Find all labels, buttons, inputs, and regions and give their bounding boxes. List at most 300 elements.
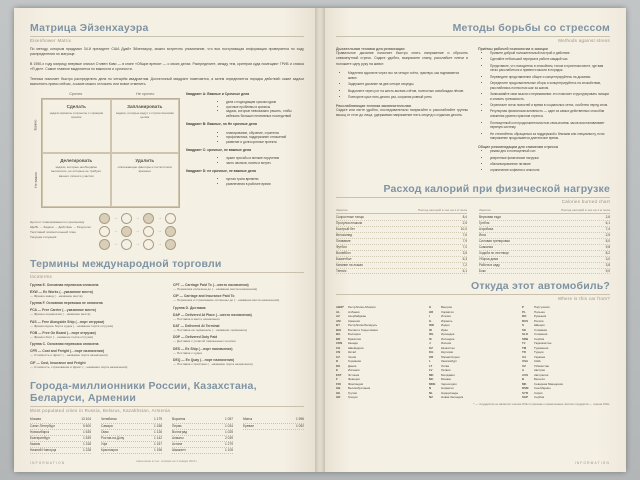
country-code: HR: [429, 309, 434, 314]
city-name: Нижний Новгород: [30, 448, 57, 453]
divider: [30, 272, 304, 273]
country-code: CDN: [336, 341, 343, 346]
list-item: • режим дня и полноценный сон: [490, 149, 610, 154]
country-code: SYR: [522, 390, 528, 395]
table-row: [479, 269, 610, 275]
divider: [30, 36, 304, 37]
list-item: • задачи, которые невозможно решить, чтобы избежать больших негативных последствий: [226, 109, 304, 119]
section-title-eisenhower: Матрица Эйзенхауэра: [30, 22, 149, 34]
cities-column: [101, 417, 162, 454]
country-name: Хорватия: [441, 309, 454, 314]
city-name: Екатеринбург: [30, 435, 51, 440]
note-d-list: [186, 177, 304, 187]
calories-rows-right: [479, 215, 610, 275]
city-name: Пермь: [172, 423, 182, 428]
matrix-quadrant-delegate: [42, 153, 111, 207]
country-code: D: [336, 359, 339, 364]
country-code: E: [336, 368, 338, 373]
country-name: Австралия: [534, 372, 549, 377]
country-name: Бельгия: [534, 377, 545, 382]
table-row: [30, 448, 91, 454]
country-name: Ирландия: [441, 332, 455, 337]
table-row: [336, 269, 467, 275]
country-name: Южная Корея: [441, 354, 460, 359]
calories-header-left: [336, 208, 467, 214]
city-population: 1 157: [154, 441, 162, 446]
country-code: GB: [336, 386, 341, 391]
flow-legend: [30, 220, 91, 240]
country-code: PL: [522, 309, 526, 314]
city-population: 1 057: [225, 417, 233, 422]
country-name: Израиль: [441, 318, 453, 323]
calories-column-left: [336, 208, 467, 275]
matrix-row-not-important: [30, 153, 41, 208]
matrix-grid: [41, 98, 180, 208]
incoterm-desc: — Стоимость и фрахт (…название порта назначения): [30, 353, 108, 358]
country-name: Китай: [348, 350, 356, 355]
city-name: Казань: [30, 441, 41, 446]
flow-row-3: [99, 239, 176, 250]
country-code: TJ: [522, 341, 526, 346]
list-item: • планирование, обучение, стратегия: [226, 131, 304, 136]
country-code: RSM: [522, 386, 529, 391]
calories-column-right: [479, 208, 610, 275]
city-name: Москва: [30, 417, 41, 422]
country-name: Грузия: [348, 390, 357, 395]
cities-column: [172, 417, 233, 454]
country-code: J: [429, 341, 431, 346]
city-name: Алматы: [172, 435, 184, 440]
country-name: Япония: [441, 341, 452, 346]
activity-name: Плавание: [336, 238, 351, 243]
divider: [30, 406, 304, 407]
arrow-right-icon: →: [112, 228, 118, 235]
incoterm-item: [30, 349, 161, 357]
matrix-row-not-important-label: Не важно: [33, 172, 38, 188]
country-code: GR: [336, 395, 341, 400]
flow-legend-3: Текущая ситуация: [30, 234, 57, 239]
car-codes-column: [522, 305, 610, 400]
activity-name: Бокс: [479, 268, 486, 273]
incoterm-item: [173, 283, 304, 291]
stress-general-list: [490, 149, 610, 173]
country-name: Россия: [534, 318, 544, 323]
car-codes-column: [429, 305, 517, 400]
country-code: IR: [429, 327, 432, 332]
section-subtitle-cities: Most populated cities in Russia, Belarus, Kazakhstan, Armenia: [30, 408, 171, 414]
country-name: Республика Абхазия: [348, 305, 376, 310]
country-name: Чехия: [348, 354, 357, 359]
incoterm-item: [173, 306, 304, 310]
country-code: KR: [429, 354, 434, 359]
incoterm-item: [173, 358, 304, 366]
incoterm-item: [173, 335, 304, 343]
quadrant-delegate-title: Делегировать: [60, 157, 93, 163]
incoterm-item: [30, 308, 161, 316]
calories-col-value: Расход калорий в час на 1 кг веса: [418, 207, 467, 212]
cities-column: [243, 417, 304, 454]
incoterms-list: [30, 283, 304, 373]
divider: [336, 294, 610, 295]
activity-name: Баскетбол: [336, 256, 352, 261]
cities-table: [30, 417, 304, 454]
city-population: 1 034: [225, 423, 233, 428]
city-name: Красноярск: [101, 448, 119, 453]
country-name: Германия: [348, 359, 361, 364]
city-population: 1 179: [154, 417, 162, 422]
incoterm-code: FAS — Free Alongside Ship (…порт отгрузки): [30, 319, 105, 324]
country-name: Армения: [348, 318, 360, 323]
country-code: L: [429, 359, 431, 364]
country-name: Украина: [534, 354, 546, 359]
activity-calories: 2,5: [462, 220, 467, 225]
cities-column: [30, 417, 91, 454]
calories-rows-left: [336, 215, 467, 275]
city-name: Челябинск: [101, 417, 117, 422]
country-name: Эстония: [348, 372, 360, 377]
country-name: Турция: [534, 350, 544, 355]
section-title-stress: Методы борьбы со стрессом: [452, 22, 610, 34]
country-name: США: [534, 359, 541, 364]
flow-legend-1: ЦЕЛЬ → Задача → Действие → Результат: [30, 225, 91, 230]
city-name: Новосибирск: [30, 429, 50, 434]
arrow-right-icon: →: [156, 241, 162, 248]
country-code: F: [336, 377, 338, 382]
incoterm-code: FCA — Free Carrier (…указанное место): [30, 308, 96, 313]
activity-calories: 2,6: [605, 214, 610, 219]
country-name: Болгария: [348, 332, 361, 337]
country-name: Исландия: [441, 336, 455, 341]
country-name: Иран: [441, 327, 448, 332]
incoterm-desc: — Поставка в месте назначения: [173, 316, 220, 321]
country-name: Латвия: [441, 368, 451, 373]
list-item: • Повторите цикл пять-десять раз, сохраняя ровный ритм.: [348, 95, 468, 100]
note-b-title: Квадрант B: Важные, но Не срочные дела: [186, 122, 257, 127]
country-code: NL: [429, 390, 433, 395]
flow-legend-2: Текстовый пояснительный план: [30, 230, 76, 235]
country-code: RUS: [522, 318, 529, 323]
country-code: MD: [429, 372, 434, 377]
flow-node-icon: [165, 239, 176, 250]
country-name: Венгрия: [441, 305, 452, 310]
list-item: • Записывайте свои мысли и переживания: это помогает структурировать эмоции и снизить тревожность.: [490, 92, 610, 102]
flow-node-icon: [165, 213, 176, 224]
country-code: BR: [336, 336, 341, 341]
country-code: NZ: [429, 395, 433, 400]
flow-node-icon: [99, 226, 110, 237]
country-code: MNE: [429, 381, 436, 386]
incoterm-code: CIF — Cost, Insurance and Freight: [30, 360, 86, 365]
incoterm-desc: — Франко-борт (…название порта отгрузки): [30, 334, 94, 339]
incoterm-code: DES — Ex Ship (…порт назначения): [173, 346, 233, 351]
activity-calories: 5,0: [605, 238, 610, 243]
country-name: Сирия: [534, 390, 543, 395]
incoterm-desc: — Перевозка оплачена до (…название места назначения): [173, 286, 258, 291]
incoterm-code: CPT — Carriage Paid To (…место назначения): [173, 282, 249, 287]
city-population: 1 105: [225, 448, 233, 453]
country-code: DK: [336, 363, 341, 368]
incoterm-item: [30, 283, 161, 287]
stress-column-left: [336, 47, 468, 177]
list-item: • профилактика, поддержание отношений: [226, 135, 304, 140]
country-name: Люксембург: [441, 359, 458, 364]
incoterm-item: [30, 342, 161, 346]
list-item: • чужие просьбы и мелкие поручения: [226, 156, 304, 161]
country-code: FIN: [336, 381, 341, 386]
country-code: IND: [429, 323, 434, 328]
country-name: Сан-Марино: [534, 386, 551, 391]
country-name: Сербия: [534, 336, 545, 341]
car-codes-table: [336, 305, 610, 400]
list-item: • Выдохните через рот на шесть-восемь счётов, полностью освобождая лёгкие.: [348, 89, 468, 94]
list-item: • развитие и долгосрочные проекты: [226, 140, 304, 145]
incoterm-desc: — Стоимость, страхование и фрахт (…название порта назначения): [30, 364, 128, 369]
country-name: Норвегия: [441, 386, 454, 391]
country-name: Туркмения: [534, 345, 549, 350]
flow-title: Цели от планированного к реальному: [30, 220, 85, 225]
activity-name: Скоростные танцы: [336, 214, 364, 219]
country-code: H: [429, 305, 432, 310]
matrix-row-headers: [30, 98, 41, 208]
country-code: I: [429, 314, 430, 319]
left-page-footer: INFORMATION: [30, 461, 66, 465]
city-population: 1 126: [154, 429, 162, 434]
country-name: Босния и Герцеговина: [348, 327, 378, 332]
activity-name: Волейбол: [336, 250, 351, 255]
country-name: Монако: [441, 377, 452, 382]
incoterm-code: DEQ — Ex Quay (…порт назначения): [173, 358, 235, 363]
city-population: 1 196: [154, 448, 162, 453]
country-name: Сербия: [534, 395, 545, 400]
list-item: • Не стесняйтесь обращаться за поддержкой к близким или специалисту, если напряжение продолжается длительное время.: [490, 132, 610, 142]
calories-col-value: Расход калорий в час на 1 кг веса: [561, 207, 610, 212]
matrix-col-urgent: Срочно: [69, 91, 83, 96]
incoterm-desc: — Франко-перевозчик (…название места): [30, 312, 91, 317]
calories-col-activity: Занятие: [479, 207, 491, 212]
activity-name: Работа в саду: [479, 262, 500, 267]
activity-calories: 9,0: [605, 268, 610, 273]
country-name: Нидерланды: [441, 390, 459, 395]
section-title-cities: Города-миллионники России, Казахстана, Беларуси, Армении: [30, 380, 257, 405]
country-name: Швеция: [534, 323, 545, 328]
list-item: • сбалансированное питание: [490, 162, 610, 167]
list-item: • Переведите представление общее и концентрируйтесь на дыхании.: [490, 75, 610, 80]
city-name: Санкт-Петербург: [30, 423, 55, 428]
list-item: • Сделайте небольшой перерыв в работе каждый час.: [490, 57, 610, 62]
incoterm-item: [173, 294, 304, 302]
country-code: N: [429, 386, 432, 391]
incoterm-item: [30, 361, 161, 369]
country-code: BG: [336, 332, 341, 337]
calories-col-activity: Занятие: [336, 207, 348, 212]
country-name: Италия: [441, 314, 451, 319]
incoterm-item: [30, 301, 161, 305]
arrow-right-icon: →: [134, 241, 140, 248]
incoterm-item: [30, 290, 161, 298]
list-item: • развлечения в рабочее время: [226, 182, 304, 187]
table-row: [336, 395, 424, 400]
flow-node-icon: [121, 239, 132, 250]
matrix-row-important: [30, 98, 41, 153]
activity-calories: 6,1: [605, 220, 610, 225]
eisenhower-paragraph-3: Техника помогает быстро распределить дела по четырём квадрантам. Достаточный квадрант помечается, а затем определяется порядок действий: какие задачи выполнить прямо сейчас, а какие можно отложить или вовсе отменить.: [30, 76, 304, 87]
list-item: • пустая трата времени: [226, 177, 304, 182]
country-code: SK: [522, 327, 527, 332]
incoterm-desc: — Франко-завод (…название места): [30, 293, 83, 298]
notebook-spread: [14, 8, 626, 472]
city-name: Волгоград: [172, 429, 188, 434]
arrow-right-icon: →: [156, 228, 162, 235]
incoterm-desc: — Франко вдоль борта судна (…название порта отгрузки): [30, 323, 114, 328]
country-code: CN: [336, 350, 341, 355]
city-population: 1 092: [296, 423, 304, 428]
car-codes-footnote: * — государство не является членом ООН и признано ограниченным числом государств — членов ООН.: [473, 401, 610, 406]
list-item: • Ограничьте поток новостей и время в социальных сетях, особенно перед сном.: [490, 103, 610, 108]
incoterm-code: Группа C. Основная перевозка оплачена: [30, 342, 99, 347]
right-page: [320, 8, 626, 472]
country-code: ABW*: [336, 305, 345, 310]
incoterm-code: DAT — Delivered At Terminal: [173, 323, 220, 328]
note-b-list: [186, 131, 304, 145]
country-code: P: [522, 305, 524, 310]
city-name: Шымкент: [172, 448, 186, 453]
flow-node-icon: [121, 226, 132, 237]
activity-name: Теннис: [336, 268, 347, 273]
country-name: Таджикистан: [534, 341, 552, 346]
city-population: 1 635: [83, 429, 91, 434]
list-item: • Определите продолжительные сборы и концентрируйтесь на спокойствии, расслабляясь полностью шаг за шагом.: [490, 81, 610, 91]
arrow-right-icon: →: [112, 215, 118, 222]
country-code: GE: [336, 390, 341, 395]
note-c-title: Квадрант C: срочные, не важные дела: [186, 148, 251, 153]
country-code: BIH: [336, 327, 341, 332]
activity-calories: 7,4: [605, 226, 610, 231]
activity-calories: 6,1: [462, 268, 467, 273]
country-name: Канада: [348, 341, 358, 346]
activity-calories: 7,2: [462, 262, 467, 267]
country-code: RO: [522, 314, 527, 319]
stress-breathing-steps: [348, 71, 468, 99]
table-row: [172, 448, 233, 454]
country-name: Индия: [441, 323, 450, 328]
matrix-quadrant-do: [42, 99, 111, 153]
quadrant-delegate-desc: задачи, которые необходимо выполнить, но которые не требуют вашего личного участия: [51, 164, 102, 178]
incoterm-item: [30, 320, 161, 328]
country-code: CH: [336, 345, 341, 350]
country-code: AM: [336, 318, 341, 323]
flow-diagram: [99, 211, 176, 250]
list-item: • дела с подходящим сроком сдачи: [226, 100, 304, 105]
table-row: [101, 448, 162, 454]
country-name: Азербайджан: [348, 314, 367, 319]
list-item: • Задержите дыхание на две-четыре секунды.: [348, 82, 468, 87]
country-name: Словакия: [534, 327, 547, 332]
activity-calories: 7,9: [462, 238, 467, 243]
activity-name: Силовая тренировка: [479, 238, 510, 243]
stress-psychology-list: [490, 51, 610, 141]
incoterm-item: [173, 313, 304, 321]
table-row: [243, 424, 304, 430]
incoterm-item: [30, 331, 161, 339]
stress-heading-general: Общие рекомендации для снижения стресса: [478, 145, 559, 150]
country-code: SRB: [522, 336, 529, 341]
activity-name: Прогулка пешком: [336, 220, 362, 225]
country-code: USA: [522, 359, 529, 364]
note-d-title: Квадрант D: не срочные, не важные дела: [186, 169, 256, 174]
city-population: 1 539: [83, 435, 91, 440]
country-name: Великобритания: [348, 386, 371, 391]
country-code: IL: [429, 318, 432, 323]
country-name: Литва: [441, 363, 449, 368]
incoterm-code: Группа E. Основная перевозка оплачена: [30, 282, 99, 287]
section-title-calories: Расход калорий при физической нагрузке: [383, 182, 610, 195]
list-item: • умеренные физические нагрузки: [490, 156, 610, 161]
activity-calories: 2,5: [605, 232, 610, 237]
stress-heading-psychology: Приёмы рабочей психологии и эмоции: [478, 47, 548, 51]
incoterm-desc: — Поставка с пристани (…название порта назначения): [173, 362, 253, 367]
country-name: Швейцария: [348, 345, 364, 350]
country-code: AUS: [522, 372, 529, 377]
left-page: [14, 8, 320, 472]
incoterm-code: EXW — Ex Works (…указанное место): [30, 289, 93, 294]
quadrant-plan-title: Запланировать: [127, 103, 163, 109]
stress-heading-relax: Расслабляющая техника заключительная: [336, 103, 411, 108]
incoterm-code: FOB — Free On Board (…порт отгрузки): [30, 330, 96, 335]
calories-table: [336, 208, 610, 275]
country-name: Черногория: [441, 381, 457, 386]
country-name: Румыния: [534, 314, 547, 319]
incoterm-desc: — Поставка на терминале (…название терминала): [173, 327, 247, 332]
cities-footnote: Население в тыс. человек на 1 января 2023 г.: [136, 459, 198, 463]
incoterm-desc: — Доставка с уплатой таможенных пошлин: [173, 339, 236, 344]
incoterm-code: Группа F. Основная перевозка не оплачена: [30, 301, 103, 306]
city-population: 1 318: [83, 441, 91, 446]
incoterms-column-2: [173, 283, 304, 373]
city-name: Ереван: [243, 423, 254, 428]
country-code: BY: [336, 323, 341, 328]
activity-name: Быстрый бег: [336, 226, 355, 231]
table-row: [429, 395, 517, 400]
matrix-notes: [186, 92, 304, 208]
activity-calories: 8,4: [462, 214, 467, 219]
stress-columns: [336, 47, 610, 177]
incoterm-code: CFR — Cost and Freight (…порт назначения): [30, 349, 104, 354]
stress-column-right: [478, 47, 610, 177]
calories-header-right: [479, 208, 610, 214]
activity-calories: 8,2: [605, 250, 610, 255]
list-item: • Медленно вдохните через нос на четыре счёта, чувствуя, как поднимается живот.: [348, 71, 468, 81]
activity-calories: 3,8: [605, 262, 610, 267]
eisenhower-matrix: [30, 92, 180, 208]
activity-name: Гребля: [479, 220, 490, 225]
quadrant-plan-desc: задачи, которые ведут к стратегическим целям: [115, 110, 174, 120]
right-page-footer: INFORMATION: [574, 461, 610, 465]
country-code: EST: [336, 372, 342, 377]
eisenhower-paragraph-1: По методу, которым придумал 34-й президент США Дуайт Эйзенхауэр, можно встретить упоминание, что вся поступающая информация проверяется по ходу распределения по матрице.: [30, 47, 304, 57]
country-code: CZ: [336, 354, 340, 359]
eisenhower-matrix-wrap: [30, 92, 304, 208]
matrix-col-not-urgent: Не срочно: [136, 91, 155, 96]
country-code: MK: [522, 381, 527, 386]
country-code: SLO: [522, 332, 528, 337]
arrow-right-icon: →: [112, 241, 118, 248]
city-name: Астана: [172, 441, 183, 446]
activity-calories: 3,5: [462, 250, 467, 255]
flow-row-1: [99, 213, 176, 224]
activity-calories: 10,0: [460, 226, 467, 231]
country-code: S: [522, 323, 524, 328]
country-code: AL: [336, 309, 340, 314]
